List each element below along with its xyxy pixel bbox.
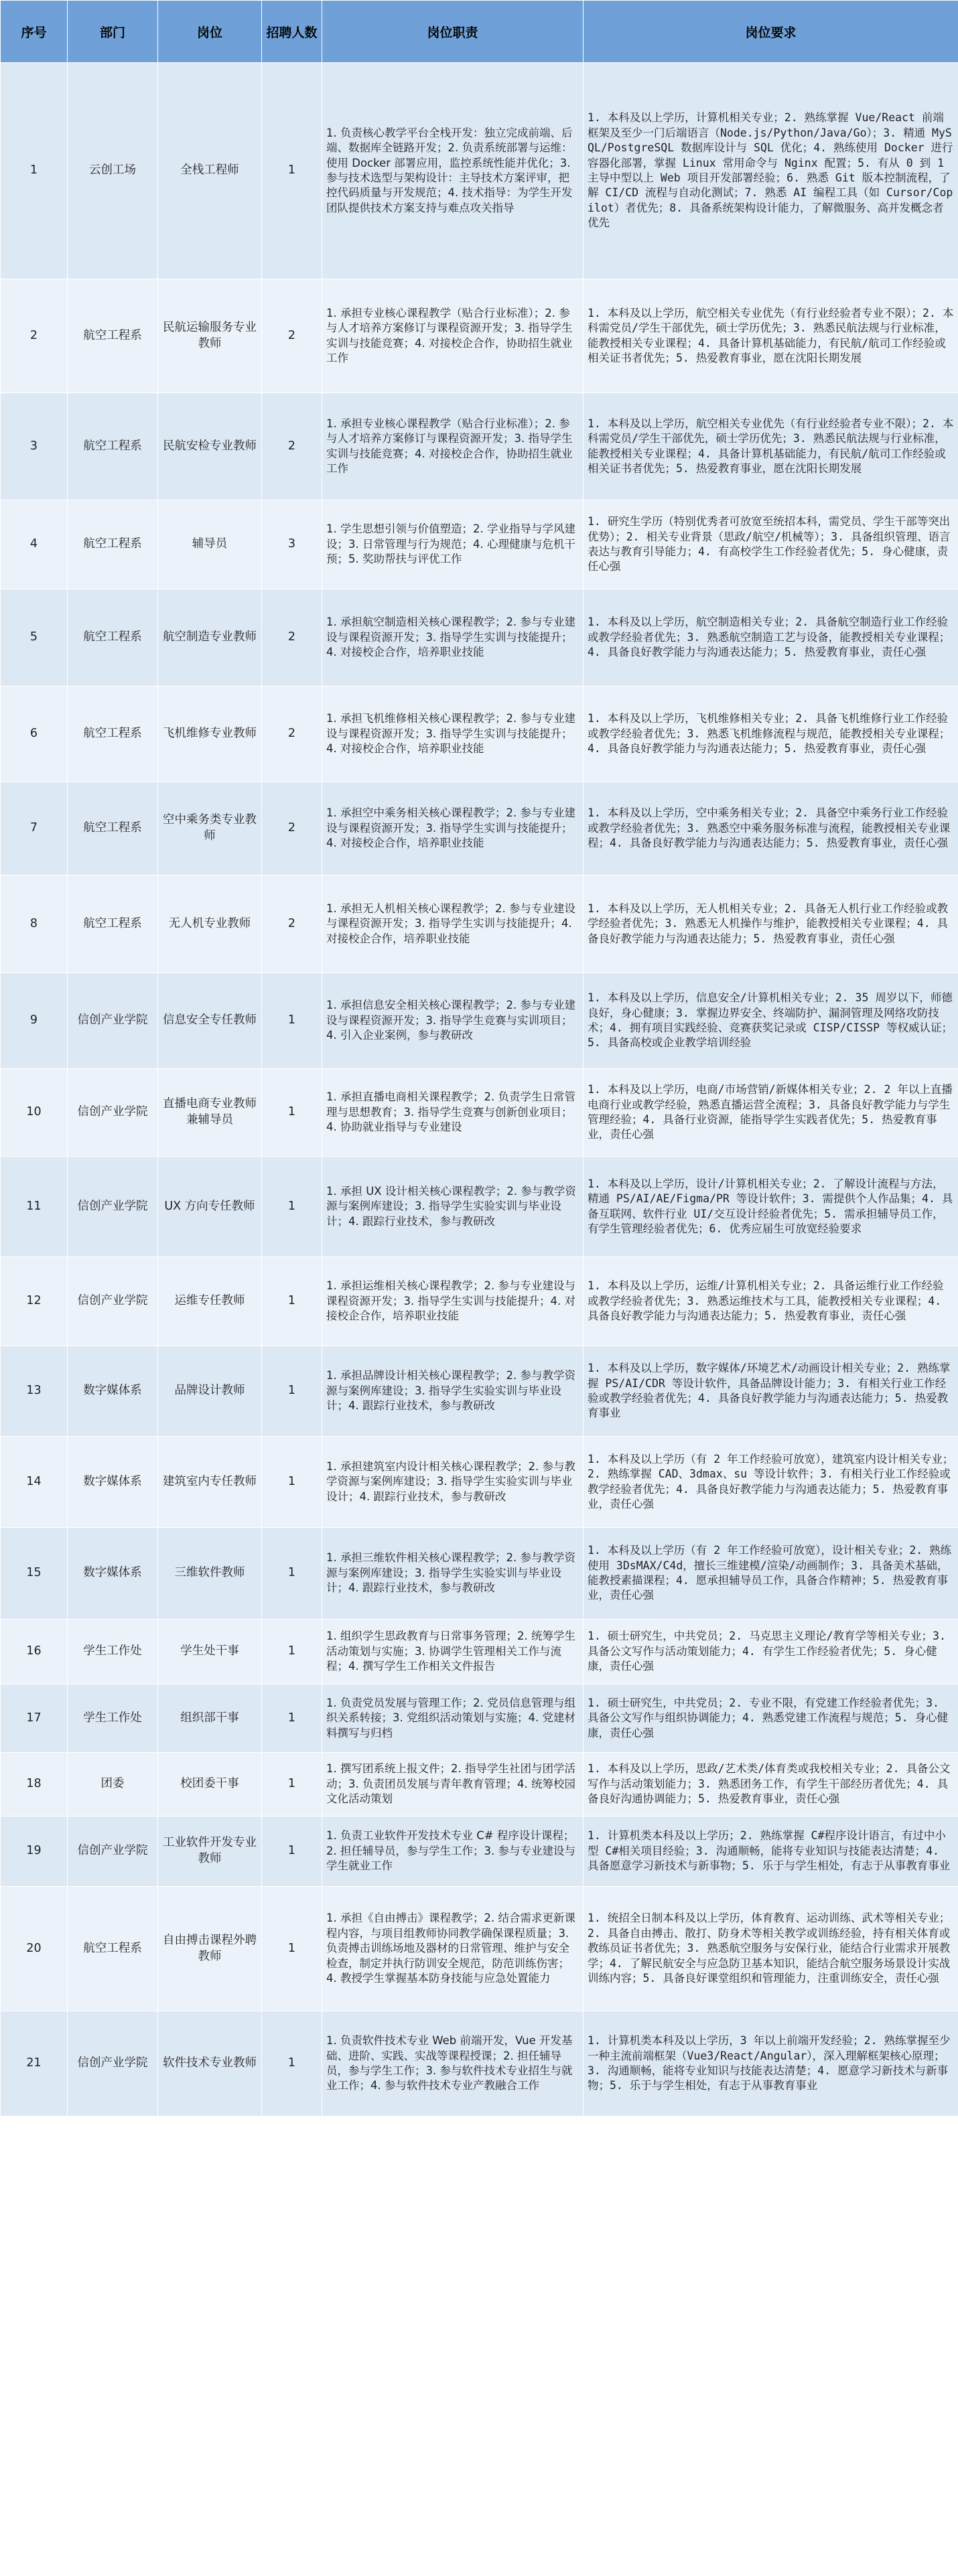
header-no: 序号: [1, 1, 68, 63]
department-cell: 航空工程系: [68, 782, 158, 875]
table-row: [1, 1753, 958, 1816]
row-number: 6: [1, 687, 68, 782]
position-cell: 辅导员: [158, 500, 262, 589]
row-number: 4: [1, 500, 68, 589]
table-row: [1, 782, 958, 875]
position-cell: 空中乘务类专业教师: [158, 782, 262, 875]
department-cell: 航空工程系: [68, 393, 158, 500]
department-cell: 航空工程系: [68, 1887, 158, 2011]
table-row: [1, 1069, 958, 1157]
header-dept: 部门: [68, 1, 158, 63]
department-cell: 航空工程系: [68, 875, 158, 973]
department-cell: 数字媒体系: [68, 1528, 158, 1620]
department-cell: 学生工作处: [68, 1685, 158, 1753]
row-number: 14: [1, 1437, 68, 1528]
department-cell: 数字媒体系: [68, 1346, 158, 1437]
headcount-cell: 2: [262, 589, 322, 687]
requirements-cell: 1. 本科及以上学历（有 2 年工作经验可放宽），建筑室内设计相关专业；2. 熟练掌握 CAD、3dmax、su 等设计软件；3. 有相关行业工作经验或教学经验者优先；4. 具备良好教学能力与沟通表达能力；5. 热爱教育事业，责任心强: [584, 1437, 958, 1528]
requirements-cell: 1. 本科及以上学历，运维/计算机相关专业；2. 具备运维行业工作经验或教学经验者优先；3. 熟悉运维技术与工具，能教授相关专业课程；4. 具备良好教学能力与沟通表达能力；5. 热爱教育事业，责任心强: [584, 1257, 958, 1346]
header-reqs: 岗位要求: [584, 1, 958, 63]
department-cell: 航空工程系: [68, 279, 158, 393]
headcount-cell: 2: [262, 875, 322, 973]
duties-cell: 1. 撰写团系统上报文件；2. 指导学生社团与团学活动；3. 负责团员发展与青年教育管理；4. 统筹校园文化活动策划: [322, 1753, 584, 1816]
department-cell: 信创产业学院: [68, 1816, 158, 1887]
header-row: [1, 1, 958, 63]
row-number: 1: [1, 63, 68, 279]
duties-cell: 1. 承担专业核心课程教学（贴合行业标准）；2. 参与人才培养方案修订与课程资源开发；3. 指导学生实训与技能竞赛；4. 对接校企合作，协助招生就业工作: [322, 393, 584, 500]
position-cell: 品牌设计教师: [158, 1346, 262, 1437]
duties-cell: 1. 承担无人机相关核心课程教学；2. 参与专业建设与课程资源开发；3. 指导学生实训与技能提升；4. 对接校企合作，培养职业技能: [322, 875, 584, 973]
table-row: [1, 875, 958, 973]
department-cell: 团委: [68, 1753, 158, 1816]
row-number: 8: [1, 875, 68, 973]
requirements-cell: 1. 统招全日制本科及以上学历，体育教育、运动训练、武术等相关专业；2. 具备自由搏击、散打、防身术等相关教学或训练经验，持有相关体育或教练员证书者优先；3. 熟悉航空服务与安保行业，能结合行业需求开展教学；4. 了解民航安全与应急防卫基本知识，能结合航空服务场景设计实战训练内容；5. 具备良好课堂组织和管理能力，注重训练安全，责任心强: [584, 1887, 958, 2011]
headcount-cell: 1: [262, 1620, 322, 1685]
headcount-cell: 3: [262, 500, 322, 589]
position-cell: 信息安全专任教师: [158, 973, 262, 1069]
position-cell: 全栈工程师: [158, 63, 262, 279]
requirements-cell: 1. 本科及以上学历（有 2 年工作经验可放宽），设计相关专业；2. 熟练使用 3DsMAX/C4d，擅长三维建模/渲染/动画制作；3. 具备美术基础，能教授素描课程；4. 愿承担辅导员工作，具备合作精神；5. 热爱教育事业，责任心强: [584, 1528, 958, 1620]
requirements-cell: 1. 本科及以上学历，思政/艺术类/体育类或我校相关专业；2. 具备公文写作与活动策划能力；3. 熟悉团务工作，有学生干部经历者优先；4. 具备良好沟通协调能力；5. 热爱教育事业，责任心强: [584, 1753, 958, 1816]
row-number: 16: [1, 1620, 68, 1685]
requirements-cell: 1. 本科及以上学历，航空制造相关专业；2. 具备航空制造行业工作经验或教学经验者优先；3. 熟悉航空制造工艺与设备，能教授相关专业课程；4. 具备良好教学能力与沟通表达能力；5. 热爱教育事业，责任心强: [584, 589, 958, 687]
headcount-cell: 1: [262, 1753, 322, 1816]
row-number: 5: [1, 589, 68, 687]
headcount-cell: 2: [262, 393, 322, 500]
department-cell: 云创工场: [68, 63, 158, 279]
headcount-cell: 1: [262, 1346, 322, 1437]
headcount-cell: 1: [262, 1157, 322, 1257]
duties-cell: 1. 承担《自由搏击》课程教学；2. 结合需求更新课程内容，与项目组教师协同教学确保课程质量；3. 负责搏击训练场地及器材的日常管理、维护与安全检查，制定并执行防训安全规范，防范训练伤害；4. 教授学生掌握基本防身技能与应急处置能力: [322, 1887, 584, 2011]
row-number: 20: [1, 1887, 68, 2011]
row-number: 19: [1, 1816, 68, 1887]
headcount-cell: 2: [262, 687, 322, 782]
department-cell: 信创产业学院: [68, 1069, 158, 1157]
position-cell: 无人机专业教师: [158, 875, 262, 973]
duties-cell: 1. 承担运维相关核心课程教学；2. 参与专业建设与课程资源开发；3. 指导学生实训与技能提升；4. 对接校企合作，培养职业技能: [322, 1257, 584, 1346]
duties-cell: 1. 承担飞机维修相关核心课程教学；2. 参与专业建设与课程资源开发；3. 指导学生实训与技能提升；4. 对接校企合作，培养职业技能: [322, 687, 584, 782]
requirements-cell: 1. 本科及以上学历，设计/计算机相关专业；2. 了解设计流程与方法，精通 PS/AI/AE/Figma/PR 等设计软件；3. 需提供个人作品集；4. 具备互联网、软件行业 UI/交互设计经验者优先；5. 需承担辅导员工作，有学生管理经验者优先；6. 优秀应届生可放宽经验要求: [584, 1157, 958, 1257]
requirements-cell: 1. 本科及以上学历，数字媒体/环境艺术/动画设计相关专业；2. 熟练掌握 PS/AI/CDR 等设计软件，具备品牌设计能力；3. 有相关行业工作经验或教学经验者优先；4. 具备良好教学能力与沟通表达能力；5. 热爱教育事业: [584, 1346, 958, 1437]
table-row: [1, 1157, 958, 1257]
requirements-cell: 1. 硕士研究生，中共党员；2. 马克思主义理论/教育学等相关专业；3. 具备公文写作与活动策划能力；4. 有学生工作经验者优先；5. 身心健康，责任心强: [584, 1620, 958, 1685]
headcount-cell: 2: [262, 279, 322, 393]
table-row: [1, 973, 958, 1069]
requirements-cell: 1. 本科及以上学历，无人机相关专业；2. 具备无人机行业工作经验或教学经验者优先；3. 熟悉无人机操作与维护，能教授相关专业课程；4. 具备良好教学能力与沟通表达能力；5. 热爱教育事业，责任心强: [584, 875, 958, 973]
requirements-cell: 1. 本科及以上学历，航空相关专业优先（有行业经验者专业不限）；2. 本科需党员/学生干部优先，硕士学历优先；3. 熟悉民航法规与行业标准，能教授相关专业课程；4. 具备计算机基础能力，有民航/航司工作经验或相关证书者优先；5. 热爱教育事业，愿在沈阳长期发展: [584, 279, 958, 393]
header-post: 岗位: [158, 1, 262, 63]
headcount-cell: 1: [262, 63, 322, 279]
position-cell: 建筑室内专任教师: [158, 1437, 262, 1528]
headcount-cell: 1: [262, 1069, 322, 1157]
department-cell: 数字媒体系: [68, 1437, 158, 1528]
duties-cell: 1. 承担 UX 设计相关核心课程教学；2. 参与教学资源与案例库建设；3. 指导学生实验实训与毕业设计；4. 跟踪行业技术，参与教研改: [322, 1157, 584, 1257]
headcount-cell: 1: [262, 1887, 322, 2011]
position-cell: 软件技术专业教师: [158, 2011, 262, 2117]
position-cell: 直播电商专业教师兼辅导员: [158, 1069, 262, 1157]
headcount-cell: 1: [262, 1257, 322, 1346]
duties-cell: 1. 承担空中乘务相关核心课程教学；2. 参与专业建设与课程资源开发；3. 指导学生实训与技能提升；4. 对接校企合作，培养职业技能: [322, 782, 584, 875]
requirements-cell: 1. 本科及以上学历，计算机相关专业；2. 熟练掌握 Vue/React 前端框架及至少一门后端语言（Node.js/Python/Java/Go）；3. 精通 MySQL/PostgreSQL 数据库设计与 SQL 优化；4. 熟练使用 Docker 进行容器化部署，掌握 Linux 常用命令与 Nginx 配置；5. 有从 0 到 1 主导中型以上 Web 项目开发部署经验；6. 熟悉 Git 版本控制流程，了解 CI/CD 流程与自动化测试；7. 熟悉 AI 编程工具（如 Cursor/Copilot）者优先；8. 具备系统架构设计能力，了解微服务、高并发概念者优先: [584, 63, 958, 279]
position-cell: UX 方向专任教师: [158, 1157, 262, 1257]
position-cell: 组织部干事: [158, 1685, 262, 1753]
position-cell: 民航运输服务专业教师: [158, 279, 262, 393]
table-row: [1, 1816, 958, 1887]
headcount-cell: 1: [262, 2011, 322, 2117]
duties-cell: 1. 承担信息安全相关核心课程教学；2. 参与专业建设与课程资源开发；3. 指导学生竞赛与实训项目；4. 引入企业案例，参与教研改: [322, 973, 584, 1069]
position-cell: 学生处干事: [158, 1620, 262, 1685]
table-row: [1, 2011, 958, 2117]
table-row: [1, 63, 958, 279]
table-header: [1, 1, 958, 63]
row-number: 3: [1, 393, 68, 500]
header-duties: 岗位职责: [322, 1, 584, 63]
headcount-cell: 1: [262, 1437, 322, 1528]
row-number: 12: [1, 1257, 68, 1346]
department-cell: 信创产业学院: [68, 973, 158, 1069]
position-cell: 校团委干事: [158, 1753, 262, 1816]
position-cell: 工业软件开发专业教师: [158, 1816, 262, 1887]
duties-cell: 1. 承担航空制造相关核心课程教学；2. 参与专业建设与课程资源开发；3. 指导学生实训与技能提升；4. 对接校企合作，培养职业技能: [322, 589, 584, 687]
row-number: 13: [1, 1346, 68, 1437]
table-row: [1, 279, 958, 393]
table-row: [1, 1620, 958, 1685]
department-cell: 信创产业学院: [68, 1257, 158, 1346]
department-cell: 信创产业学院: [68, 2011, 158, 2117]
requirements-cell: 1. 本科及以上学历，电商/市场营销/新媒体相关专业；2. 2 年以上直播电商行业或教学经验，熟悉直播运营全流程；3. 具备良好教学能力与学生管理经验；4. 具备行业资源，能指导学生实践者优先；5. 热爱教育事业，责任心强: [584, 1069, 958, 1157]
row-number: 7: [1, 782, 68, 875]
department-cell: 学生工作处: [68, 1620, 158, 1685]
position-cell: 自由搏击课程外聘教师: [158, 1887, 262, 2011]
duties-cell: 1. 学生思想引领与价值塑造；2. 学业指导与学风建设；3. 日常管理与行为规范；4. 心理健康与危机干预；5. 奖助帮扶与评优工作: [322, 500, 584, 589]
headcount-cell: 2: [262, 782, 322, 875]
duties-cell: 1. 承担品牌设计相关核心课程教学；2. 参与教学资源与案例库建设；3. 指导学生实验实训与毕业设计；4. 跟踪行业技术，参与教研改: [322, 1346, 584, 1437]
table-row: [1, 1887, 958, 2011]
row-number: 15: [1, 1528, 68, 1620]
department-cell: 信创产业学院: [68, 1157, 158, 1257]
duties-cell: 1. 负责工业软件开发技术专业 C# 程序设计课程；2. 担任辅导员，参与学生工作；3. 参与专业建设与学生就业工作: [322, 1816, 584, 1887]
table-row: [1, 1437, 958, 1528]
requirements-cell: 1. 本科及以上学历，空中乘务相关专业；2. 具备空中乘务行业工作经验或教学经验者优先；3. 熟悉空中乘务服务标准与流程，能教授相关专业课程；4. 具备良好教学能力与沟通表达能力；5. 热爱教育事业，责任心强: [584, 782, 958, 875]
duties-cell: 1. 承担直播电商相关课程教学；2. 负责学生日常管理与思想教育；3. 指导学生竞赛与创新创业项目；4. 协助就业指导与专业建设: [322, 1069, 584, 1157]
duties-cell: 1. 负责软件技术专业 Web 前端开发，Vue 开发基础、进阶、实践、实战等课程授课；2. 担任辅导员，参与学生工作；3. 参与软件技术专业招生与就业工作；4. 参与软件技术专业产教融合工作: [322, 2011, 584, 2117]
table-row: [1, 1528, 958, 1620]
requirements-cell: 1. 硕士研究生，中共党员；2. 专业不限，有党建工作经验者优先；3. 具备公文写作与组织协调能力；4. 熟悉党建工作流程与规范；5. 身心健康，责任心强: [584, 1685, 958, 1753]
department-cell: 航空工程系: [68, 500, 158, 589]
requirements-cell: 1. 计算机类本科及以上学历，3 年以上前端开发经验；2. 熟练掌握至少一种主流前端框架（Vue3/React/Angular），深入理解框架核心原理；3. 沟通顺畅，能将专业知识与技能表达清楚；4. 愿意学习新技术与新事物；5. 乐于与学生相处，有志于从事教育事业: [584, 2011, 958, 2117]
requirements-cell: 1. 研究生学历（特别优秀者可放宽至统招本科，需党员、学生干部等突出优势）；2. 相关专业背景（思政/航空/机械等）；3. 具备组织管理、语言表达与教育引导能力；4. 有高校学生工作经验者优先；5. 身心健康，责任心强: [584, 500, 958, 589]
position-cell: 运维专任教师: [158, 1257, 262, 1346]
row-number: 11: [1, 1157, 68, 1257]
table-row: [1, 1257, 958, 1346]
table-row: [1, 1685, 958, 1753]
table-row: [1, 393, 958, 500]
duties-cell: 1. 负责核心教学平台全栈开发：独立完成前端、后端、数据库全链路开发；2. 负责系统部署与运维：使用 Docker 部署应用，监控系统性能并优化；3. 参与技术选型与架构设计：主导技术方案评审，把控代码质量与开发规范；4. 技术指导：为学生开发团队提供技术方案支持与难点攻关指导: [322, 63, 584, 279]
requirements-cell: 1. 本科及以上学历，飞机维修相关专业；2. 具备飞机维修行业工作经验或教学经验者优先；3. 熟悉飞机维修流程与规范，能教授相关专业课程；4. 具备良好教学能力与沟通表达能力；5. 热爱教育事业，责任心强: [584, 687, 958, 782]
duties-cell: 1. 组织学生思政教育与日常事务管理；2. 统筹学生活动策划与实施；3. 协调学生管理相关工作与流程；4. 撰写学生工作相关文件报告: [322, 1620, 584, 1685]
row-number: 21: [1, 2011, 68, 2117]
headcount-cell: 1: [262, 1528, 322, 1620]
table-row: [1, 1346, 958, 1437]
duties-cell: 1. 承担三维软件相关核心课程教学；2. 参与教学资源与案例库建设；3. 指导学生实验实训与毕业设计；4. 跟踪行业技术，参与教研改: [322, 1528, 584, 1620]
duties-cell: 1. 承担专业核心课程教学（贴合行业标准）；2. 参与人才培养方案修订与课程资源开发；3. 指导学生实训与技能竞赛；4. 对接校企合作，协助招生就业工作: [322, 279, 584, 393]
requirements-cell: 1. 本科及以上学历，航空相关专业优先（有行业经验者专业不限）；2. 本科需党员/学生干部优先，硕士学历优先；3. 熟悉民航法规与行业标准，能教授相关专业课程；4. 具备计算机基础能力，有民航/航司工作经验或相关证书者优先；5. 热爱教育事业，愿在沈阳长期发展: [584, 393, 958, 500]
position-cell: 民航安检专业教师: [158, 393, 262, 500]
table-row: [1, 687, 958, 782]
requirements-cell: 1. 本科及以上学历，信息安全/计算机相关专业；2. 35 周岁以下，师德良好，身心健康；3. 掌握边界安全、终端防护、漏洞管理及网络攻防技术；4. 拥有项目实践经验、竞赛获奖记录或 CISP/CISSP 等权威认证；5. 具备高校或企业教学培训经验: [584, 973, 958, 1069]
table-row: [1, 589, 958, 687]
duties-cell: 1. 承担建筑室内设计相关核心课程教学；2. 参与教学资源与案例库建设；3. 指导学生实验实训与毕业设计；4. 跟踪行业技术，参与教研改: [322, 1437, 584, 1528]
duties-cell: 1. 负责党员发展与管理工作；2. 党员信息管理与组织关系转接；3. 党组织活动策划与实施；4. 党建材料撰写与归档: [322, 1685, 584, 1753]
headcount-cell: 1: [262, 1816, 322, 1887]
table-body: [1, 63, 958, 2117]
row-number: 9: [1, 973, 68, 1069]
headcount-cell: 1: [262, 973, 322, 1069]
position-cell: 三维软件教师: [158, 1528, 262, 1620]
department-cell: 航空工程系: [68, 589, 158, 687]
department-cell: 航空工程系: [68, 687, 158, 782]
row-number: 17: [1, 1685, 68, 1753]
requirements-cell: 1. 计算机类本科及以上学历；2. 熟练掌握 C#程序设计语言，有过中小型 C#相关项目经验；3. 沟通顺畅，能将专业知识与技能表达清楚；4. 具备愿意学习新技术与新事物；5. 乐于与学生相处，有志于从事教育事业: [584, 1816, 958, 1887]
row-number: 10: [1, 1069, 68, 1157]
header-count: 招聘人数: [262, 1, 322, 63]
row-number: 18: [1, 1753, 68, 1816]
position-cell: 飞机维修专业教师: [158, 687, 262, 782]
table-row: [1, 500, 958, 589]
position-cell: 航空制造专业教师: [158, 589, 262, 687]
row-number: 2: [1, 279, 68, 393]
headcount-cell: 1: [262, 1685, 322, 1753]
